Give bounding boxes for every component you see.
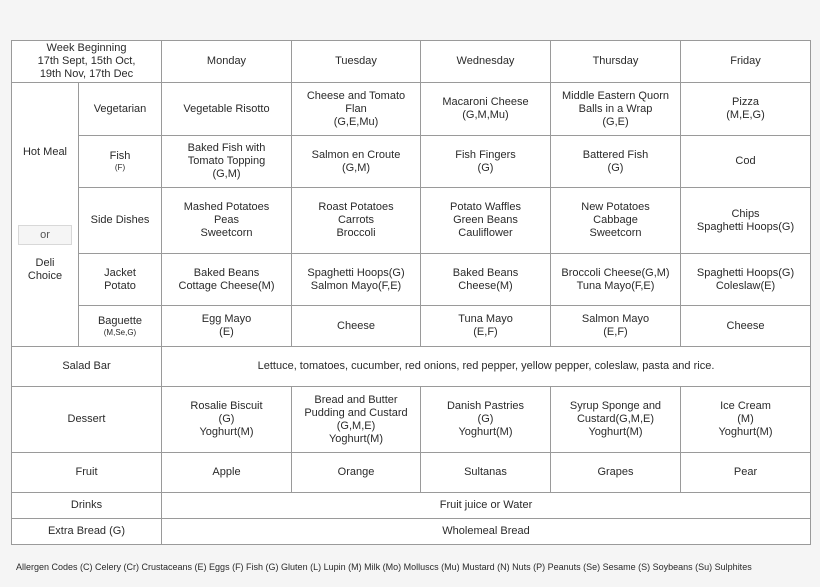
jacket-potato-wednesday: Baked Beans Cheese(M): [421, 254, 551, 306]
vegetarian-monday: Vegetable Risotto: [162, 83, 292, 136]
drinks-contents: Fruit juice or Water: [162, 493, 811, 519]
deli-choice-label: Deli Choice: [27, 257, 63, 282]
side-dishes-row: [12, 188, 811, 254]
vegetarian-friday: Pizza (M,E,G): [681, 83, 811, 136]
baguette-allergen-code: (M,Se,G): [103, 327, 137, 337]
fish-allergen-code: (F): [114, 163, 126, 172]
vegetarian-tuesday: Cheese and Tomato Flan (G,E,Mu): [292, 83, 421, 136]
side-dishes-monday: Mashed Potatoes Peas Sweetcorn: [162, 188, 292, 254]
side-dishes-friday: Chips Spaghetti Hoops(G): [681, 188, 811, 254]
vegetarian-row: [12, 83, 811, 136]
fish-label-cell: [79, 136, 162, 188]
extra-bread-contents: Wholemeal Bread: [162, 519, 811, 545]
extra-bread-allergen-code: (G): [109, 525, 126, 537]
vegetarian-thursday: Middle Eastern Quorn Balls in a Wrap (G,E): [551, 83, 681, 136]
fish-label: Fish: [109, 150, 131, 162]
jacket-potato-thursday: Broccoli Cheese(G,M) Tuna Mayo(F,E): [551, 254, 681, 306]
baguette-thursday: Salmon Mayo (E,F): [551, 306, 681, 347]
extra-bread-label: Extra Bread: [47, 525, 107, 537]
baguette-friday: Cheese: [681, 306, 811, 347]
fish-friday: Cod: [681, 136, 811, 188]
vegetarian-label: Vegetarian: [79, 83, 162, 136]
drinks-row: [12, 493, 811, 519]
fruit-friday: Pear: [681, 453, 811, 493]
jacket-potato-row: [12, 254, 811, 306]
baguette-tuesday: Cheese: [292, 306, 421, 347]
salad-bar-contents: Lettuce, tomatoes, cucumber, red onions, red pepper, yellow pepper, coleslaw, pasta and rice.: [162, 347, 811, 387]
fruit-tuesday: Orange: [292, 453, 421, 493]
day-header-thursday: Thursday: [551, 41, 681, 83]
fruit-monday: Apple: [162, 453, 292, 493]
fish-row: [12, 136, 811, 188]
extra-bread-label-cell: [12, 519, 162, 545]
side-dishes-thursday: New Potatoes Cabbage Sweetcorn: [551, 188, 681, 254]
dessert-wednesday: Danish Pastries (G) Yoghurt(M): [421, 387, 551, 453]
jacket-potato-friday: Spaghetti Hoops(G) Coleslaw(E): [681, 254, 811, 306]
side-dishes-label: Side Dishes: [79, 188, 162, 254]
day-header-monday: Monday: [162, 41, 292, 83]
dessert-label: Dessert: [12, 387, 162, 453]
drinks-label: Drinks: [12, 493, 162, 519]
dessert-thursday: Syrup Sponge and Custard(G,M,E) Yoghurt(M): [551, 387, 681, 453]
salad-bar-label: Salad Bar: [12, 347, 162, 387]
side-dishes-wednesday: Potato Waffles Green Beans Cauliflower: [421, 188, 551, 254]
header-row: [12, 41, 811, 83]
jacket-potato-monday: Baked Beans Cottage Cheese(M): [162, 254, 292, 306]
fruit-label: Fruit: [12, 453, 162, 493]
fruit-wednesday: Sultanas: [421, 453, 551, 493]
allergen-codes-legend: Allergen Codes (C) Celery (Cr) Crustaceans (E) Eggs (F) Fish (G) Gluten (L) Lupin (M) Milk (Mo) Molluscs (Mu) Mustard (N) Nuts (P) Peanuts (Se) Sesame (S) Soybeans (Su) Sulphites: [16, 562, 752, 572]
jacket-potato-label: Jacket Potato: [79, 254, 162, 306]
extra-bread-row: [12, 519, 811, 545]
side-dishes-tuesday: Roast Potatoes Carrots Broccoli: [292, 188, 421, 254]
salad-bar-row: [12, 347, 811, 387]
fish-tuesday: Salmon en Croute (G,M): [292, 136, 421, 188]
baguette-row: [12, 306, 811, 347]
or-label: or: [18, 225, 72, 245]
fish-thursday: Battered Fish (G): [551, 136, 681, 188]
fish-monday: Baked Fish with Tomato Topping (G,M): [162, 136, 292, 188]
fish-wednesday: Fish Fingers (G): [421, 136, 551, 188]
jacket-potato-tuesday: Spaghetti Hoops(G) Salmon Mayo(F,E): [292, 254, 421, 306]
hot-meal-deli-group: [12, 83, 79, 347]
baguette-label: Baguette: [97, 314, 143, 327]
week-beginning-cell: Week Beginning 17th Sept, 15th Oct, 19th Nov, 17th Dec: [12, 41, 162, 83]
day-header-wednesday: Wednesday: [421, 41, 551, 83]
hot-meal-label: Hot Meal: [22, 146, 68, 158]
dessert-monday: Rosalie Biscuit (G) Yoghurt(M): [162, 387, 292, 453]
dessert-friday: Ice Cream (M) Yoghurt(M): [681, 387, 811, 453]
baguette-label-cell: [79, 306, 162, 347]
dessert-row: [12, 387, 811, 453]
fruit-thursday: Grapes: [551, 453, 681, 493]
school-menu-table: [11, 40, 811, 545]
day-header-friday: Friday: [681, 41, 811, 83]
vegetarian-wednesday: Macaroni Cheese (G,M,Mu): [421, 83, 551, 136]
fruit-row: [12, 453, 811, 493]
dessert-tuesday: Bread and Butter Pudding and Custard (G,M,E) Yoghurt(M): [292, 387, 421, 453]
baguette-monday: Egg Mayo (E): [162, 306, 292, 347]
day-header-tuesday: Tuesday: [292, 41, 421, 83]
baguette-wednesday: Tuna Mayo (E,F): [421, 306, 551, 347]
